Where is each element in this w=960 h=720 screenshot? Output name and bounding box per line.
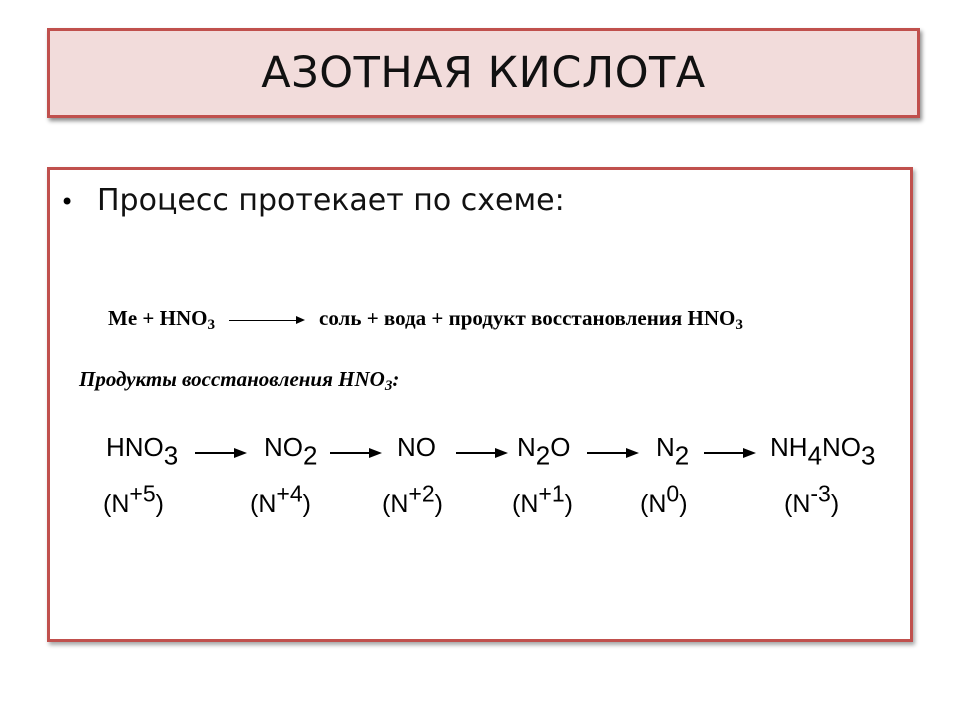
oxidation-state-value: +5: [129, 480, 156, 507]
oxidation-state-value: 0: [666, 480, 680, 507]
oxidation-state-suffix: ): [679, 490, 688, 518]
products-heading-sub: 3: [384, 377, 393, 394]
title-box: [47, 28, 920, 118]
oxidation-state-suffix: ): [564, 490, 573, 518]
chain-species-text: NO: [822, 432, 862, 462]
chain-species-subscript: 3: [861, 440, 876, 471]
scheme-arrow-icon: [229, 314, 305, 326]
reaction-scheme: [108, 306, 743, 334]
chain-species-subscript: 2: [303, 440, 318, 471]
oxidation-state-value: +2: [408, 480, 435, 507]
oxidation-state-prefix: (N: [103, 490, 130, 518]
oxidation-state-prefix: (N: [640, 490, 667, 518]
oxidation-state-prefix: (N: [250, 490, 277, 518]
scheme-products-sub: 3: [735, 316, 743, 333]
oxidation-state-value: +4: [276, 480, 303, 507]
oxidation-state-value: +1: [538, 480, 565, 507]
oxidation-state-suffix: ): [830, 490, 840, 518]
products-heading: [79, 367, 399, 395]
scheme-reactants: [108, 306, 215, 334]
chain-species-subscript: 2: [535, 440, 551, 471]
scheme-products: [319, 306, 743, 334]
scheme-reactants-sub: 3: [207, 316, 216, 333]
chain-species-text: N: [656, 432, 675, 462]
chain-species-text: NO: [264, 432, 303, 462]
chain-species-subscript: 3: [163, 440, 179, 471]
content-box: [47, 167, 913, 642]
scheme-reactants-text: Me + HNO: [108, 306, 208, 330]
chain-species-text: O: [550, 432, 571, 462]
oxidation-state-suffix: ): [434, 490, 443, 518]
bullet-text: Процесс протекает по схеме:: [97, 183, 565, 218]
chain-species-subscript: 2: [674, 440, 690, 471]
oxidation-state-suffix: ): [155, 490, 164, 518]
chain-species-text: NH: [770, 432, 808, 462]
bullet-item: [60, 183, 565, 218]
chain-species-subscript: 4: [807, 440, 823, 471]
slide-title: АЗОТНАЯ КИСЛОТА: [261, 48, 706, 98]
products-heading-text: Продукты восстановления HNO: [79, 367, 385, 391]
oxidation-state-prefix: (N: [784, 490, 811, 518]
chain-species-text: N: [517, 432, 536, 462]
scheme-products-text: соль + вода + продукт восстановления HNO: [319, 306, 736, 330]
oxidation-state-suffix: ): [302, 490, 311, 518]
chain-species-text: NO: [397, 432, 436, 462]
chain-species-text: HNO: [106, 432, 164, 462]
bullet-icon: •: [60, 188, 75, 216]
oxidation-state-prefix: (N: [382, 490, 409, 518]
oxidation-state-value: -3: [810, 480, 831, 507]
oxidation-state-prefix: (N: [512, 490, 539, 518]
products-heading-tail: :: [392, 367, 400, 391]
